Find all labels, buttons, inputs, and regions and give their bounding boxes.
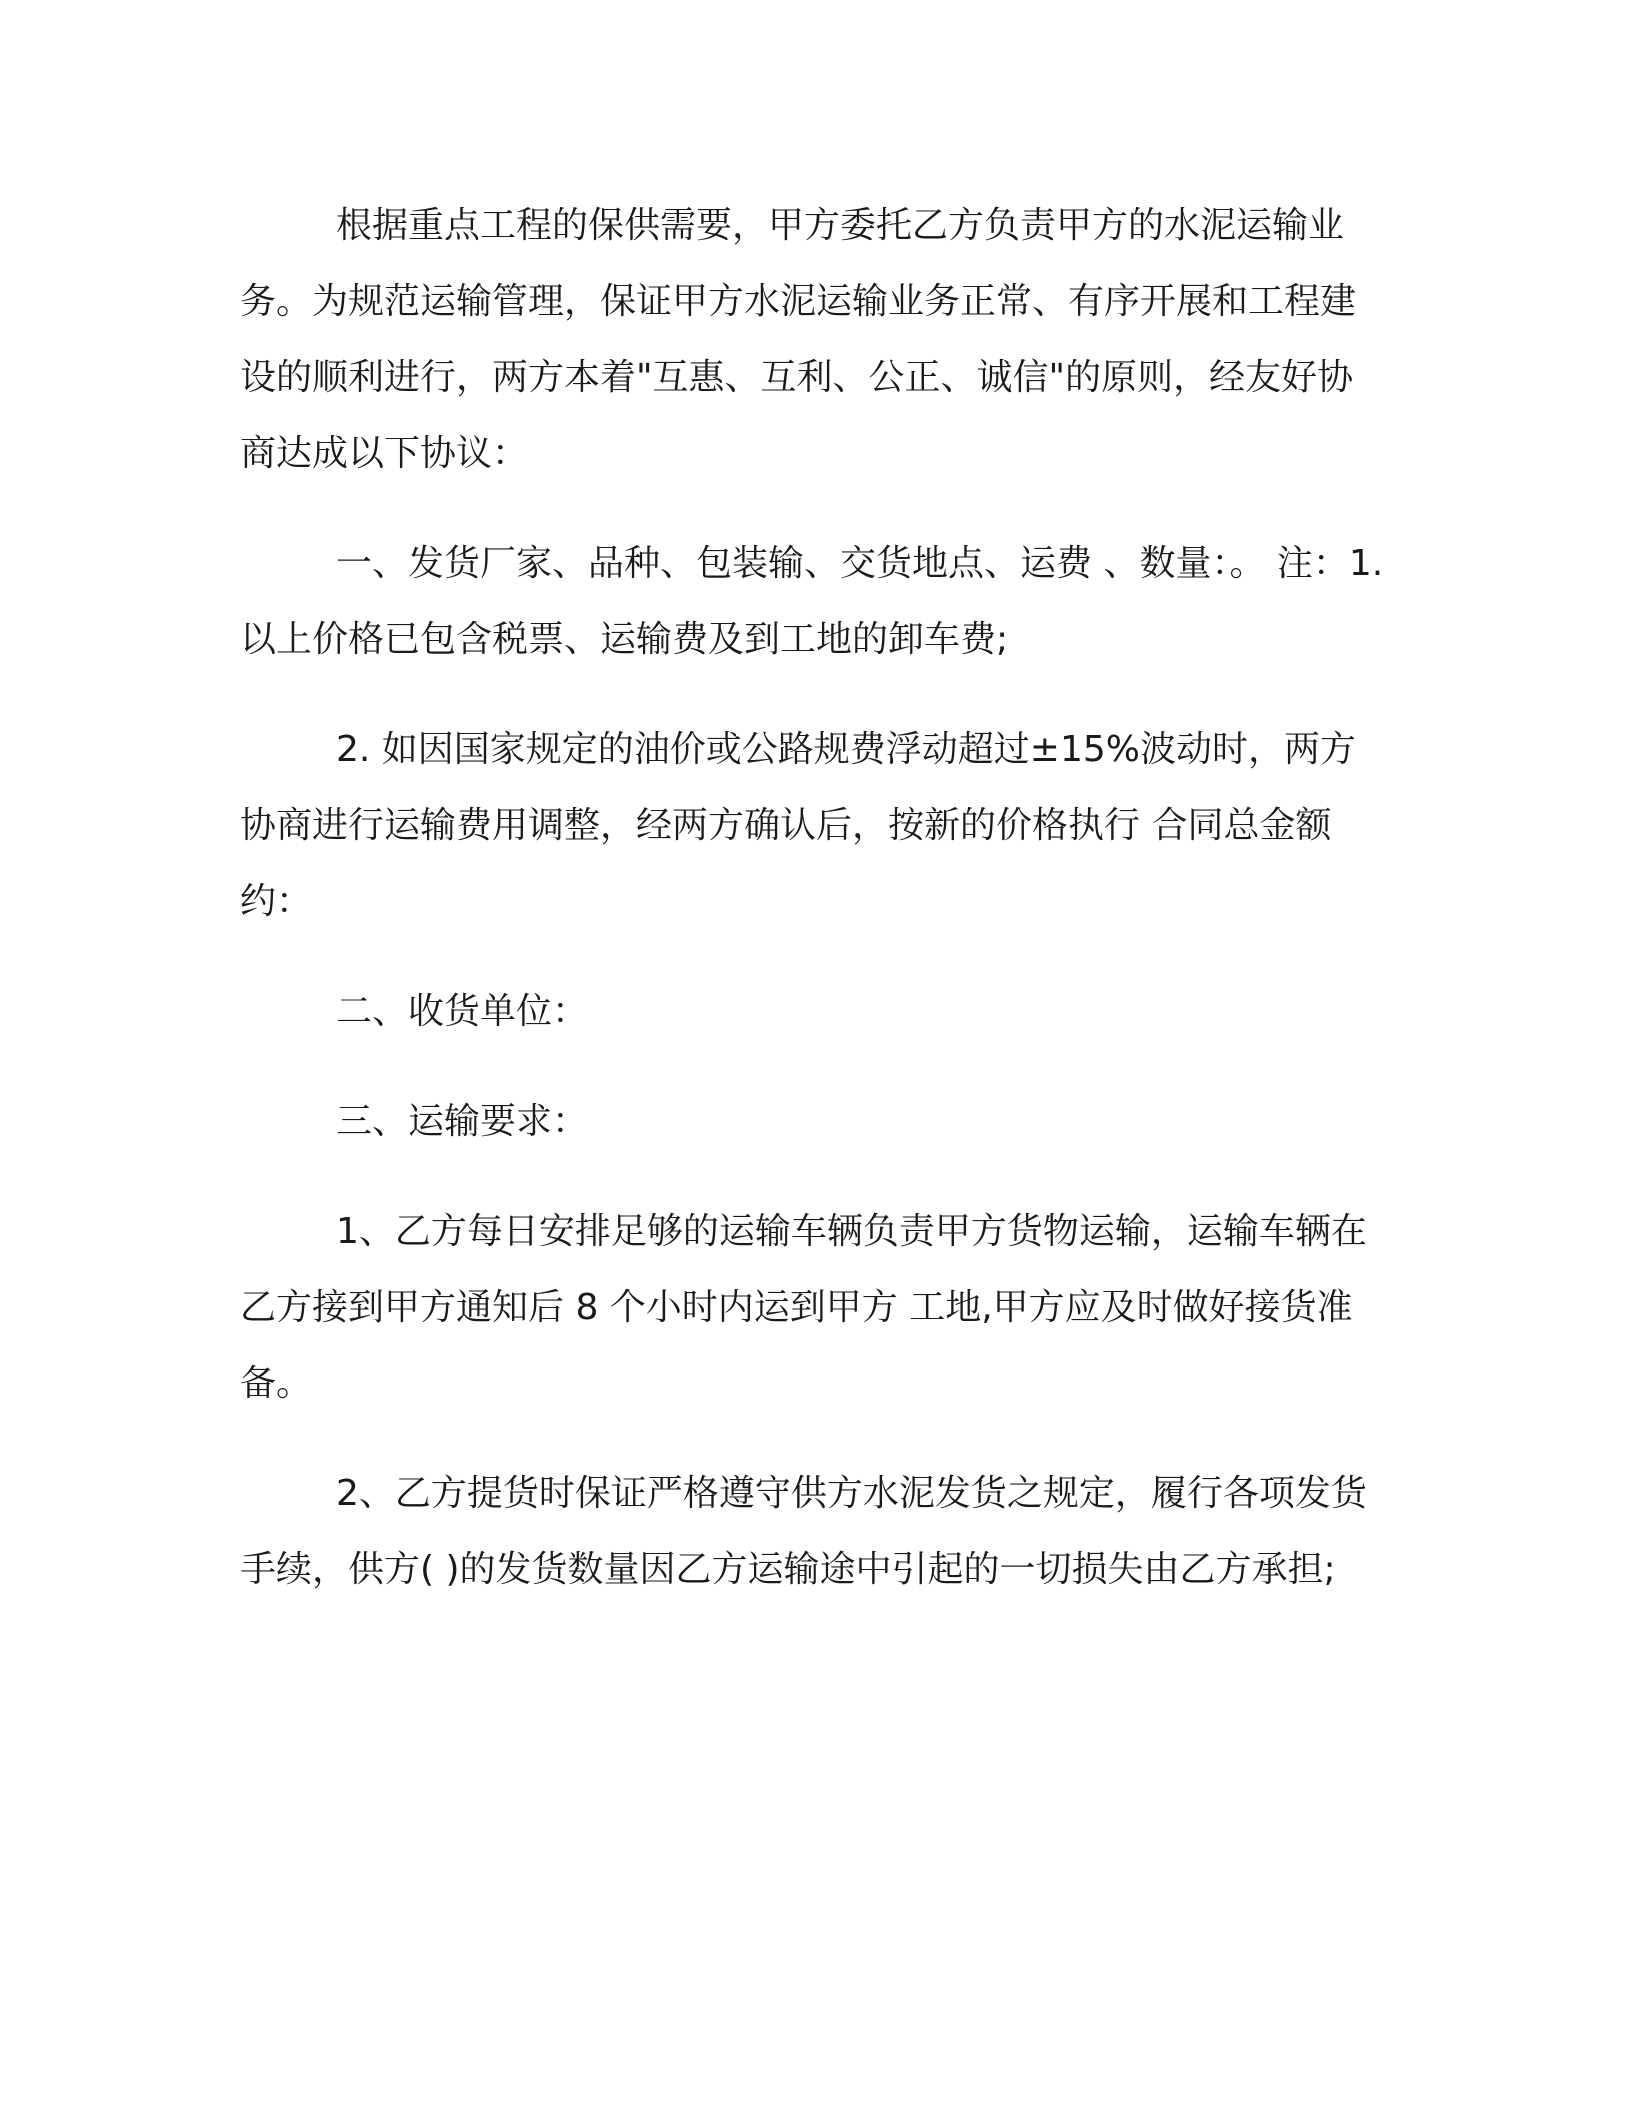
- paragraph-requirement-2: 2、乙方提货时保证严格遵守供方水泥发货之规定，履行各项发货手续，供方( )的发货数量因乙方运输途中引起的一切损失由乙方承担;: [240, 1473, 1367, 1590]
- paragraph-requirement-1: 1、乙方每日安排足够的运输车辆负责甲方货物运输，运输车辆在乙方接到甲方通知后 8 个小时内运到甲方 工地,甲方应及时做好接货准备。: [240, 1211, 1367, 1404]
- document-body: [240, 188, 1385, 1608]
- paragraph-section-1: 一、发货厂家、品种、包装输、交货地点、运费 、数量：。 注：1.以上价格已包含税票、运输费及到工地的卸车费;: [240, 543, 1384, 660]
- paragraph-intro: 根据重点工程的保供需要，甲方委托乙方负责甲方的水泥运输业务。为规范运输管理，保证甲方水泥运输业务正常、有序开展和工程建设的顺利进行，两方本着"互惠、互利、公正、诚信"的原则，经友好协商达成以下协议：: [240, 205, 1357, 474]
- paragraph-price-adjustment: 2. 如因国家规定的油价或公路规费浮动超过±15%波动时，两方协商进行运输费用调整，经两方确认后，按新的价格执行 合同总金额约：: [240, 729, 1356, 922]
- paragraph-section-3: 三、运输要求：: [336, 1101, 589, 1142]
- paragraph-section-2: 二、收货单位：: [336, 991, 589, 1032]
